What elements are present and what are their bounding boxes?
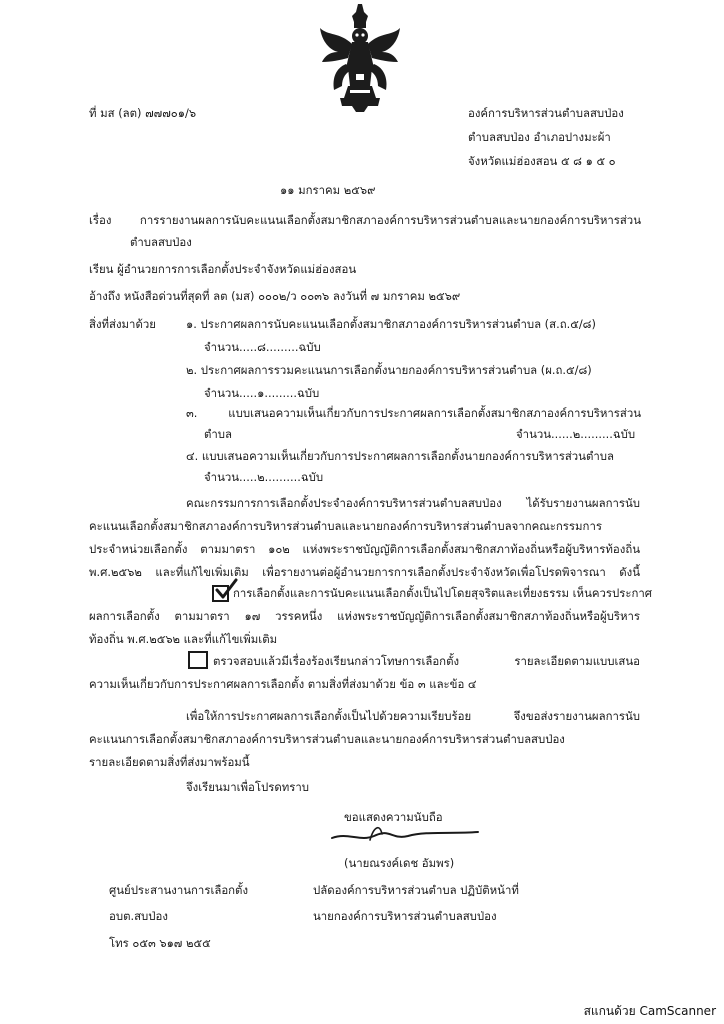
body-paragraph-line: คะแนนเลือกตั้งสมาชิกสภาองค์การบริหารส่วนตำบลและนายกองค์การบริหารส่วนตำบลจากคณะกรรมการ	[89, 519, 602, 533]
option-1-text: ผลการเลือกตั้ง ตามมาตรา ๑๗ วรรคหนึ่ง แห่งพระราชบัญญัติการเลือกตั้งสมาชิกสภาท้องถิ่นหรือผู้บริหาร	[89, 609, 640, 623]
body-paragraph-line: คะแนนการเลือกตั้งสมาชิกสภาองค์การบริหารส่วนตำบลและนายกองค์การบริหารส่วนตำบลสบป่อง	[89, 732, 565, 746]
enclosure-item-count: จำนวน.....๒..........ฉบับ	[204, 470, 324, 484]
contact-unit: ศูนย์ประสานงานการเลือกตั้ง	[109, 883, 249, 897]
option-1-text: การเลือกตั้งและการนับคะแนนเลือกตั้งเป็นไปโดยสุจริตและเที่ยงธรรม เห็นควรประกาศ	[233, 586, 652, 600]
enclosures-label: สิ่งที่ส่งมาด้วย	[89, 317, 156, 331]
enclosure-item-count: จำนวน.....๑.........ฉบับ	[204, 386, 320, 400]
enclosure-item: ๓. แบบเสนอความเห็นเกี่ยวกับการประกาศผลการเลือกตั้งสมาชิกสภาองค์การบริหารส่วน	[186, 406, 641, 420]
closing-salutation: ขอแสดงความนับถือ	[344, 810, 443, 824]
org-name: องค์การบริหารส่วนตำบลสบป่อง	[468, 106, 624, 120]
org-address: ตำบลสบป่อง อำเภอปางมะผ้า	[468, 130, 611, 144]
org-province: จังหวัดแม่ฮ่องสอน ๕ ๘ ๑ ๕ ๐	[468, 154, 616, 168]
signature-scribble-icon	[330, 816, 480, 850]
signer-position: นายกองค์การบริหารส่วนตำบลสบป่อง	[313, 909, 497, 923]
enclosure-item-count: ตำบล	[204, 427, 233, 441]
signer-position: ปลัดองค์การบริหารส่วนตำบล ปฏิบัติหน้าที่	[313, 883, 519, 897]
reference-number: ที่ มส (ลต) ๗๗๗๐๑/๖	[89, 106, 197, 120]
enclosure-item-count: จำนวน.....๘.........ฉบับ	[204, 340, 321, 354]
body-paragraph-line: พ.ศ.๒๕๖๒ และที่แก้ไขเพิ่มเติม เพื่อรายงานต่อผู้อำนวยการการเลือกตั้งประจำจังหวัดเพื่อโปรดพิจารณา ดังนี้	[89, 565, 640, 579]
option-2-text: ความเห็นเกี่ยวกับการประกาศผลการเลือกตั้ง ตามสิ่งที่ส่งมาด้วย ข้อ ๓ และข้อ ๔	[89, 677, 477, 691]
body-paragraph-line: รายละเอียดตามสิ่งที่ส่งมาพร้อมนี้	[89, 755, 250, 769]
signer-name: (นายณรงค์เดช อัมพร)	[344, 856, 455, 870]
garuda-emblem-icon	[318, 2, 402, 114]
body-paragraph-line: ประจำหน่วยเลือกตั้ง ตามมาตรา ๑๐๒ แห่งพระราชบัญญัติการเลือกตั้งสมาชิกสภาท้องถิ่นหรือผู้บริหารท้องถิ่น	[89, 542, 640, 556]
enclosure-item: ๔. แบบเสนอความเห็นเกี่ยวกับการประกาศผลการเลือกตั้งนายกองค์การบริหารส่วนตำบล	[186, 449, 614, 463]
scanner-watermark: สแกนด้วย CamScanner	[583, 1003, 716, 1018]
enclosure-item: ๑. ประกาศผลการนับคะแนนเลือกตั้งสมาชิกสภาองค์การบริหารส่วนตำบล (ส.ถ.๕/๘)	[186, 317, 596, 331]
option-2-text: ตรวจสอบแล้วมีเรื่องร้องเรียนกล่าวโทษการเลือกตั้ง รายละเอียดตามแบบเสนอ	[213, 654, 640, 668]
subject-line-2: ตำบลสบป่อง	[130, 235, 192, 249]
contact-org: อบต.สบป่อง	[109, 909, 168, 923]
body-paragraph-line: คณะกรรมการการเลือกตั้งประจำองค์การบริหารส่วนตำบลสบป่อง ได้รับรายงานผลการนับ	[186, 496, 640, 510]
closing-request: จึงเรียนมาเพื่อโปรดทราบ	[186, 780, 309, 794]
reference: อ้างถึง หนังสือด่วนที่สุดที่ ลต (มส) ๐๐๐๒/ว ๐๐๓๖ ลงวันที่ ๗ มกราคม ๒๕๖๙	[89, 289, 461, 303]
enclosure-item-count: จำนวน......๒.........ฉบับ	[516, 427, 636, 441]
letter-date: ๑๑ มกราคม ๒๕๖๙	[280, 183, 376, 197]
option-2-checkbox[interactable]	[188, 651, 208, 669]
recipient: เรียน ผู้อำนวยการการเลือกตั้งประจำจังหวัดแม่ฮ่องสอน	[89, 262, 357, 276]
enclosure-item: ๒. ประกาศผลการรวมคะแนนการเลือกตั้งนายกองค์การบริหารส่วนตำบล (ผ.ถ.๕/๘)	[186, 363, 592, 377]
option-1-checkbox[interactable]	[212, 585, 229, 602]
option-1-text: ท้องถิ่น พ.ศ.๒๕๖๒ และที่แก้ไขเพิ่มเติม	[89, 632, 278, 646]
body-paragraph-line: เพื่อให้การประกาศผลการเลือกตั้งเป็นไปด้วยความเรียบร้อย จึงขอส่งรายงานผลการนับ	[186, 709, 640, 723]
contact-phone: โทร ๐๕๓ ๖๑๗ ๒๕๕	[109, 936, 211, 950]
subject-line-1: เรื่อง การรายงานผลการนับคะแนนเลือกตั้งสมาชิกสภาองค์การบริหารส่วนตำบลและนายกองค์การบริหารส่วน	[89, 213, 641, 227]
